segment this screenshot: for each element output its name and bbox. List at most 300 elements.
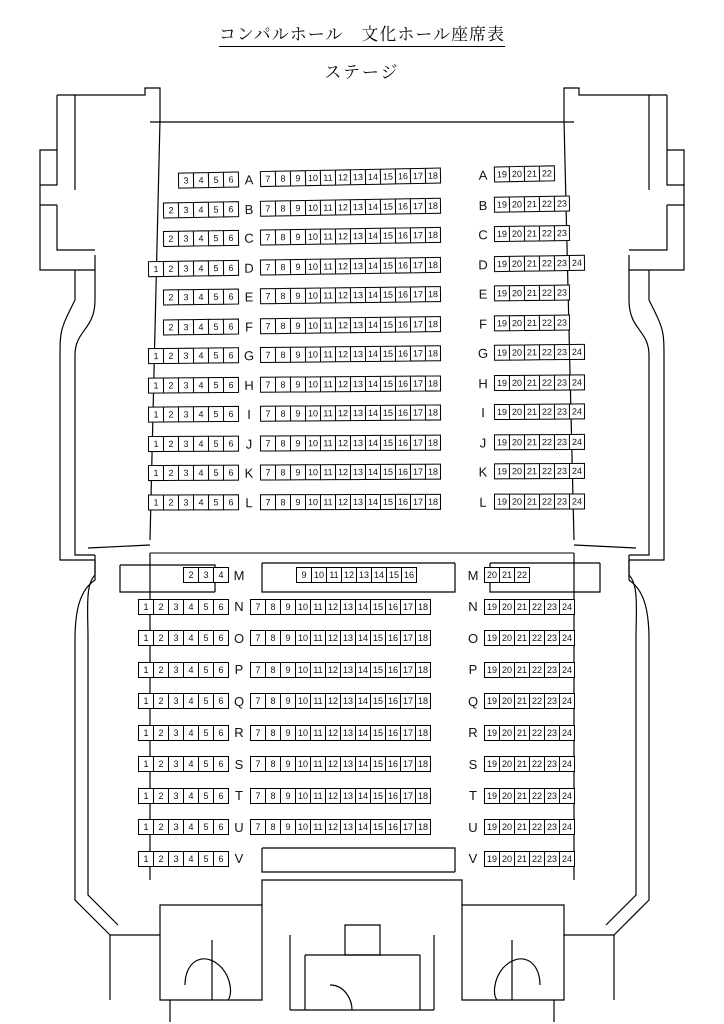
seat[interactable]: 16 bbox=[395, 375, 411, 391]
seat[interactable]: 10 bbox=[305, 494, 321, 510]
seat[interactable]: 15 bbox=[380, 493, 396, 509]
seat[interactable]: 7 bbox=[260, 288, 276, 304]
seat[interactable]: 4 bbox=[193, 172, 209, 188]
seat[interactable]: 4 bbox=[183, 819, 199, 835]
seat[interactable]: 18 bbox=[425, 316, 441, 332]
seat[interactable]: 6 bbox=[223, 259, 239, 275]
seat[interactable]: 7 bbox=[260, 376, 276, 392]
seat[interactable]: 7 bbox=[260, 406, 276, 422]
seat[interactable]: 3 bbox=[168, 662, 184, 678]
seat[interactable]: 20 bbox=[499, 851, 515, 867]
seat[interactable]: 19 bbox=[484, 630, 500, 646]
seat[interactable]: 22 bbox=[539, 463, 555, 479]
seat[interactable]: 11 bbox=[320, 405, 336, 421]
seat[interactable]: 5 bbox=[208, 377, 224, 393]
seat[interactable]: 4 bbox=[183, 599, 199, 615]
seat[interactable]: 5 bbox=[208, 260, 224, 276]
seat[interactable]: 10 bbox=[305, 170, 321, 186]
seat[interactable]: 3 bbox=[168, 851, 184, 867]
seat[interactable]: 19 bbox=[484, 756, 500, 772]
seat[interactable]: 3 bbox=[178, 289, 194, 305]
seat[interactable]: 7 bbox=[250, 725, 266, 741]
seat[interactable]: 17 bbox=[410, 168, 426, 184]
seat[interactable]: 21 bbox=[524, 196, 540, 212]
seat[interactable]: 21 bbox=[499, 567, 515, 583]
seat[interactable]: 8 bbox=[265, 662, 281, 678]
seat[interactable]: 3 bbox=[178, 406, 194, 422]
seat[interactable]: 9 bbox=[290, 170, 306, 186]
seat[interactable]: 15 bbox=[370, 725, 386, 741]
seat[interactable]: 14 bbox=[355, 693, 371, 709]
seat[interactable]: 12 bbox=[335, 346, 351, 362]
seat[interactable]: 12 bbox=[325, 788, 341, 804]
seat[interactable]: 14 bbox=[365, 346, 381, 362]
seat[interactable]: 17 bbox=[410, 257, 426, 273]
seat[interactable]: 17 bbox=[410, 375, 426, 391]
seat[interactable]: 15 bbox=[370, 788, 386, 804]
seat[interactable]: 17 bbox=[400, 819, 416, 835]
seat[interactable]: 15 bbox=[370, 599, 386, 615]
seat[interactable]: 13 bbox=[340, 630, 356, 646]
seat[interactable]: 14 bbox=[371, 567, 387, 583]
seat[interactable]: 21 bbox=[514, 851, 530, 867]
seat[interactable]: 1 bbox=[148, 406, 164, 422]
seat[interactable]: 21 bbox=[524, 344, 540, 360]
seat[interactable]: 14 bbox=[355, 788, 371, 804]
seat[interactable]: 2 bbox=[163, 348, 179, 364]
seat[interactable]: 22 bbox=[539, 404, 555, 420]
seat[interactable]: 15 bbox=[380, 257, 396, 273]
seat[interactable]: 5 bbox=[208, 201, 224, 217]
seat[interactable]: 15 bbox=[386, 567, 402, 583]
seat[interactable]: 19 bbox=[494, 226, 510, 242]
seat[interactable]: 23 bbox=[544, 756, 560, 772]
seat[interactable]: 11 bbox=[320, 287, 336, 303]
seat[interactable]: 11 bbox=[320, 228, 336, 244]
seat[interactable]: 17 bbox=[400, 725, 416, 741]
seat[interactable]: 23 bbox=[554, 225, 570, 241]
seat[interactable]: 23 bbox=[544, 725, 560, 741]
seat[interactable]: 6 bbox=[223, 347, 239, 363]
seat[interactable]: 18 bbox=[425, 493, 441, 509]
seat[interactable]: 5 bbox=[198, 725, 214, 741]
seat[interactable]: 14 bbox=[365, 287, 381, 303]
seat[interactable]: 21 bbox=[514, 630, 530, 646]
seat[interactable]: 22 bbox=[539, 285, 555, 301]
seat[interactable]: 1 bbox=[138, 630, 154, 646]
seat[interactable]: 10 bbox=[295, 693, 311, 709]
seat[interactable]: 12 bbox=[335, 376, 351, 392]
seat[interactable]: 11 bbox=[310, 819, 326, 835]
seat[interactable]: 17 bbox=[400, 788, 416, 804]
seat[interactable]: 11 bbox=[310, 662, 326, 678]
seat[interactable]: 22 bbox=[514, 567, 530, 583]
seat[interactable]: 17 bbox=[400, 756, 416, 772]
seat[interactable]: 19 bbox=[484, 851, 500, 867]
seat[interactable]: 15 bbox=[370, 662, 386, 678]
seat[interactable]: 3 bbox=[168, 693, 184, 709]
seat[interactable]: 3 bbox=[178, 231, 194, 247]
seat[interactable]: 18 bbox=[415, 788, 431, 804]
seat[interactable]: 10 bbox=[295, 819, 311, 835]
seat[interactable]: 12 bbox=[335, 199, 351, 215]
seat[interactable]: 14 bbox=[365, 257, 381, 273]
seat[interactable]: 13 bbox=[350, 287, 366, 303]
seat[interactable]: 17 bbox=[410, 464, 426, 480]
seat[interactable]: 4 bbox=[183, 725, 199, 741]
seat[interactable]: 23 bbox=[544, 630, 560, 646]
seat[interactable]: 2 bbox=[153, 756, 169, 772]
seat[interactable]: 11 bbox=[310, 693, 326, 709]
seat[interactable]: 5 bbox=[198, 693, 214, 709]
seat[interactable]: 13 bbox=[340, 756, 356, 772]
seat[interactable]: 20 bbox=[509, 285, 525, 301]
seat[interactable]: 20 bbox=[484, 567, 500, 583]
seat[interactable]: 5 bbox=[198, 819, 214, 835]
seat[interactable]: 14 bbox=[355, 756, 371, 772]
seat[interactable]: 24 bbox=[559, 788, 575, 804]
seat[interactable]: 19 bbox=[494, 345, 510, 361]
seat[interactable]: 13 bbox=[350, 228, 366, 244]
seat[interactable]: 13 bbox=[350, 346, 366, 362]
seat[interactable]: 3 bbox=[168, 819, 184, 835]
seat[interactable]: 4 bbox=[183, 788, 199, 804]
seat[interactable]: 20 bbox=[499, 725, 515, 741]
seat[interactable]: 12 bbox=[325, 725, 341, 741]
seat[interactable]: 6 bbox=[213, 756, 229, 772]
seat[interactable]: 5 bbox=[208, 289, 224, 305]
seat[interactable]: 19 bbox=[484, 725, 500, 741]
seat[interactable]: 22 bbox=[539, 314, 555, 330]
seat[interactable]: 6 bbox=[223, 376, 239, 392]
seat[interactable]: 16 bbox=[385, 788, 401, 804]
seat[interactable]: 9 bbox=[290, 229, 306, 245]
seat[interactable]: 8 bbox=[265, 725, 281, 741]
seat[interactable]: 9 bbox=[290, 258, 306, 274]
seat[interactable]: 7 bbox=[260, 171, 276, 187]
seat[interactable]: 15 bbox=[380, 198, 396, 214]
seat[interactable]: 8 bbox=[275, 317, 291, 333]
seat[interactable]: 1 bbox=[138, 693, 154, 709]
seat[interactable]: 4 bbox=[193, 406, 209, 422]
seat[interactable]: 11 bbox=[320, 464, 336, 480]
seat[interactable]: 14 bbox=[355, 819, 371, 835]
seat[interactable]: 7 bbox=[260, 229, 276, 245]
seat[interactable]: 14 bbox=[365, 169, 381, 185]
seat[interactable]: 20 bbox=[509, 344, 525, 360]
seat[interactable]: 2 bbox=[153, 662, 169, 678]
seat[interactable]: 19 bbox=[484, 599, 500, 615]
seat[interactable]: 12 bbox=[335, 317, 351, 333]
seat[interactable]: 16 bbox=[385, 599, 401, 615]
seat[interactable]: 10 bbox=[305, 464, 321, 480]
seat[interactable]: 4 bbox=[183, 662, 199, 678]
seat[interactable]: 24 bbox=[569, 493, 585, 509]
seat[interactable]: 10 bbox=[295, 725, 311, 741]
seat[interactable]: 4 bbox=[193, 494, 209, 510]
seat[interactable]: 2 bbox=[163, 494, 179, 510]
seat[interactable]: 12 bbox=[335, 435, 351, 451]
seat[interactable]: 17 bbox=[410, 197, 426, 213]
seat[interactable]: 23 bbox=[544, 599, 560, 615]
seat[interactable]: 3 bbox=[168, 599, 184, 615]
seat[interactable]: 6 bbox=[223, 435, 239, 451]
seat[interactable]: 23 bbox=[554, 374, 570, 390]
seat[interactable]: 11 bbox=[310, 725, 326, 741]
seat[interactable]: 9 bbox=[290, 376, 306, 392]
seat[interactable]: 5 bbox=[208, 230, 224, 246]
seat[interactable]: 14 bbox=[365, 464, 381, 480]
seat[interactable]: 3 bbox=[198, 567, 214, 583]
seat[interactable]: 1 bbox=[148, 377, 164, 393]
seat[interactable]: 19 bbox=[494, 166, 510, 182]
seat[interactable]: 2 bbox=[153, 599, 169, 615]
seat[interactable]: 3 bbox=[178, 260, 194, 276]
seat[interactable]: 24 bbox=[569, 344, 585, 360]
seat[interactable]: 21 bbox=[524, 166, 540, 182]
seat[interactable]: 10 bbox=[305, 229, 321, 245]
seat[interactable]: 5 bbox=[198, 788, 214, 804]
seat[interactable]: 1 bbox=[138, 599, 154, 615]
seat[interactable]: 21 bbox=[524, 434, 540, 450]
seat[interactable]: 13 bbox=[340, 819, 356, 835]
seat[interactable]: 3 bbox=[178, 494, 194, 510]
seat[interactable]: 15 bbox=[380, 346, 396, 362]
seat[interactable]: 18 bbox=[425, 434, 441, 450]
seat[interactable]: 6 bbox=[223, 289, 239, 305]
seat[interactable]: 12 bbox=[325, 662, 341, 678]
seat[interactable]: 4 bbox=[193, 260, 209, 276]
seat[interactable]: 2 bbox=[163, 406, 179, 422]
seat[interactable]: 22 bbox=[539, 165, 555, 181]
seat[interactable]: 3 bbox=[178, 201, 194, 217]
seat[interactable]: 11 bbox=[310, 756, 326, 772]
seat[interactable]: 23 bbox=[554, 434, 570, 450]
seat[interactable]: 18 bbox=[425, 168, 441, 184]
seat[interactable]: 14 bbox=[365, 228, 381, 244]
seat[interactable]: 20 bbox=[499, 788, 515, 804]
seat[interactable]: 8 bbox=[275, 170, 291, 186]
seat[interactable]: 22 bbox=[539, 434, 555, 450]
seat[interactable]: 9 bbox=[280, 788, 296, 804]
seat[interactable]: 13 bbox=[350, 435, 366, 451]
seat[interactable]: 21 bbox=[524, 285, 540, 301]
seat[interactable]: 6 bbox=[213, 788, 229, 804]
seat[interactable]: 21 bbox=[514, 819, 530, 835]
seat[interactable]: 22 bbox=[539, 374, 555, 390]
seat[interactable]: 24 bbox=[569, 254, 585, 270]
seat[interactable]: 20 bbox=[499, 630, 515, 646]
seat[interactable]: 4 bbox=[193, 348, 209, 364]
seat[interactable]: 19 bbox=[494, 463, 510, 479]
seat[interactable]: 8 bbox=[275, 464, 291, 480]
seat[interactable]: 24 bbox=[569, 433, 585, 449]
seat[interactable]: 1 bbox=[148, 348, 164, 364]
seat[interactable]: 20 bbox=[499, 819, 515, 835]
seat[interactable]: 7 bbox=[260, 464, 276, 480]
seat[interactable]: 9 bbox=[290, 288, 306, 304]
seat[interactable]: 19 bbox=[484, 788, 500, 804]
seat[interactable]: 17 bbox=[410, 227, 426, 243]
seat[interactable]: 2 bbox=[153, 693, 169, 709]
seat[interactable]: 10 bbox=[305, 317, 321, 333]
seat[interactable]: 7 bbox=[250, 630, 266, 646]
seat[interactable]: 8 bbox=[275, 435, 291, 451]
seat[interactable]: 20 bbox=[509, 226, 525, 242]
seat[interactable]: 20 bbox=[499, 693, 515, 709]
seat[interactable]: 12 bbox=[335, 258, 351, 274]
seat[interactable]: 22 bbox=[529, 788, 545, 804]
seat[interactable]: 3 bbox=[168, 756, 184, 772]
seat[interactable]: 16 bbox=[395, 346, 411, 362]
seat[interactable]: 14 bbox=[365, 316, 381, 332]
seat[interactable]: 3 bbox=[178, 465, 194, 481]
seat[interactable]: 5 bbox=[208, 435, 224, 451]
seat[interactable]: 12 bbox=[341, 567, 357, 583]
seat[interactable]: 24 bbox=[559, 662, 575, 678]
seat[interactable]: 5 bbox=[208, 172, 224, 188]
seat[interactable]: 22 bbox=[529, 756, 545, 772]
seat[interactable]: 15 bbox=[370, 693, 386, 709]
seat[interactable]: 3 bbox=[178, 377, 194, 393]
seat[interactable]: 17 bbox=[410, 286, 426, 302]
seat[interactable]: 15 bbox=[380, 228, 396, 244]
seat[interactable]: 5 bbox=[208, 318, 224, 334]
seat[interactable]: 10 bbox=[305, 288, 321, 304]
seat[interactable]: 10 bbox=[295, 599, 311, 615]
seat[interactable]: 5 bbox=[208, 465, 224, 481]
seat[interactable]: 3 bbox=[178, 348, 194, 364]
seat[interactable]: 9 bbox=[290, 347, 306, 363]
seat[interactable]: 15 bbox=[380, 464, 396, 480]
seat[interactable]: 11 bbox=[320, 199, 336, 215]
seat[interactable]: 18 bbox=[425, 286, 441, 302]
seat[interactable]: 6 bbox=[213, 725, 229, 741]
seat[interactable]: 10 bbox=[305, 435, 321, 451]
seat[interactable]: 20 bbox=[499, 662, 515, 678]
seat[interactable]: 5 bbox=[208, 347, 224, 363]
seat[interactable]: 13 bbox=[350, 317, 366, 333]
seat[interactable]: 10 bbox=[295, 662, 311, 678]
seat[interactable]: 10 bbox=[295, 630, 311, 646]
seat[interactable]: 21 bbox=[514, 693, 530, 709]
seat[interactable]: 13 bbox=[340, 788, 356, 804]
seat[interactable]: 20 bbox=[509, 493, 525, 509]
seat[interactable]: 17 bbox=[410, 405, 426, 421]
seat[interactable]: 22 bbox=[529, 819, 545, 835]
seat[interactable]: 18 bbox=[415, 756, 431, 772]
seat[interactable]: 19 bbox=[484, 819, 500, 835]
seat[interactable]: 4 bbox=[193, 318, 209, 334]
seat[interactable]: 16 bbox=[395, 286, 411, 302]
seat[interactable]: 22 bbox=[539, 195, 555, 211]
seat[interactable]: 24 bbox=[559, 819, 575, 835]
seat[interactable]: 10 bbox=[311, 567, 327, 583]
seat[interactable]: 16 bbox=[395, 316, 411, 332]
seat[interactable]: 8 bbox=[275, 259, 291, 275]
seat[interactable]: 19 bbox=[494, 404, 510, 420]
seat[interactable]: 17 bbox=[410, 316, 426, 332]
seat[interactable]: 17 bbox=[410, 345, 426, 361]
seat[interactable]: 10 bbox=[305, 405, 321, 421]
seat[interactable]: 19 bbox=[494, 285, 510, 301]
seat[interactable]: 21 bbox=[524, 374, 540, 390]
seat[interactable]: 2 bbox=[163, 289, 179, 305]
seat[interactable]: 8 bbox=[275, 376, 291, 392]
seat[interactable]: 10 bbox=[295, 788, 311, 804]
seat[interactable]: 14 bbox=[365, 198, 381, 214]
seat[interactable]: 8 bbox=[275, 406, 291, 422]
seat[interactable]: 20 bbox=[499, 756, 515, 772]
seat[interactable]: 6 bbox=[223, 465, 239, 481]
seat[interactable]: 4 bbox=[193, 289, 209, 305]
seat[interactable]: 15 bbox=[370, 756, 386, 772]
seat[interactable]: 7 bbox=[260, 435, 276, 451]
seat[interactable]: 4 bbox=[193, 435, 209, 451]
seat[interactable]: 24 bbox=[559, 630, 575, 646]
seat[interactable]: 14 bbox=[365, 375, 381, 391]
seat[interactable]: 24 bbox=[569, 463, 585, 479]
seat[interactable]: 8 bbox=[265, 756, 281, 772]
seat[interactable]: 7 bbox=[260, 200, 276, 216]
seat[interactable]: 8 bbox=[275, 288, 291, 304]
seat[interactable]: 18 bbox=[425, 197, 441, 213]
seat[interactable]: 12 bbox=[335, 287, 351, 303]
seat[interactable]: 21 bbox=[514, 599, 530, 615]
seat[interactable]: 7 bbox=[250, 693, 266, 709]
seat[interactable]: 18 bbox=[415, 693, 431, 709]
seat[interactable]: 22 bbox=[529, 851, 545, 867]
seat[interactable]: 20 bbox=[509, 404, 525, 420]
seat[interactable]: 23 bbox=[554, 463, 570, 479]
seat[interactable]: 4 bbox=[183, 756, 199, 772]
seat[interactable]: 10 bbox=[305, 346, 321, 362]
seat[interactable]: 24 bbox=[559, 725, 575, 741]
seat[interactable]: 6 bbox=[213, 662, 229, 678]
seat[interactable]: 20 bbox=[509, 463, 525, 479]
seat[interactable]: 12 bbox=[335, 228, 351, 244]
seat[interactable]: 18 bbox=[415, 725, 431, 741]
seat[interactable]: 13 bbox=[350, 376, 366, 392]
seat[interactable]: 6 bbox=[223, 494, 239, 510]
seat[interactable]: 19 bbox=[494, 196, 510, 212]
seat[interactable]: 18 bbox=[425, 256, 441, 272]
seat[interactable]: 1 bbox=[148, 260, 164, 276]
seat[interactable]: 7 bbox=[250, 599, 266, 615]
seat[interactable]: 2 bbox=[163, 231, 179, 247]
seat[interactable]: 14 bbox=[365, 493, 381, 509]
seat[interactable]: 15 bbox=[380, 405, 396, 421]
seat[interactable]: 10 bbox=[305, 258, 321, 274]
seat[interactable]: 13 bbox=[340, 662, 356, 678]
seat[interactable]: 16 bbox=[401, 567, 417, 583]
seat[interactable]: 16 bbox=[395, 257, 411, 273]
seat[interactable]: 13 bbox=[350, 258, 366, 274]
seat[interactable]: 2 bbox=[153, 725, 169, 741]
seat[interactable]: 2 bbox=[153, 788, 169, 804]
seat[interactable]: 2 bbox=[153, 630, 169, 646]
seat[interactable]: 22 bbox=[529, 630, 545, 646]
seat[interactable]: 2 bbox=[163, 465, 179, 481]
seat[interactable]: 8 bbox=[265, 819, 281, 835]
seat[interactable]: 7 bbox=[250, 662, 266, 678]
seat[interactable]: 5 bbox=[208, 406, 224, 422]
seat[interactable]: 15 bbox=[380, 316, 396, 332]
seat[interactable]: 20 bbox=[509, 196, 525, 212]
seat[interactable]: 18 bbox=[415, 630, 431, 646]
seat[interactable]: 13 bbox=[350, 405, 366, 421]
seat[interactable]: 1 bbox=[138, 662, 154, 678]
